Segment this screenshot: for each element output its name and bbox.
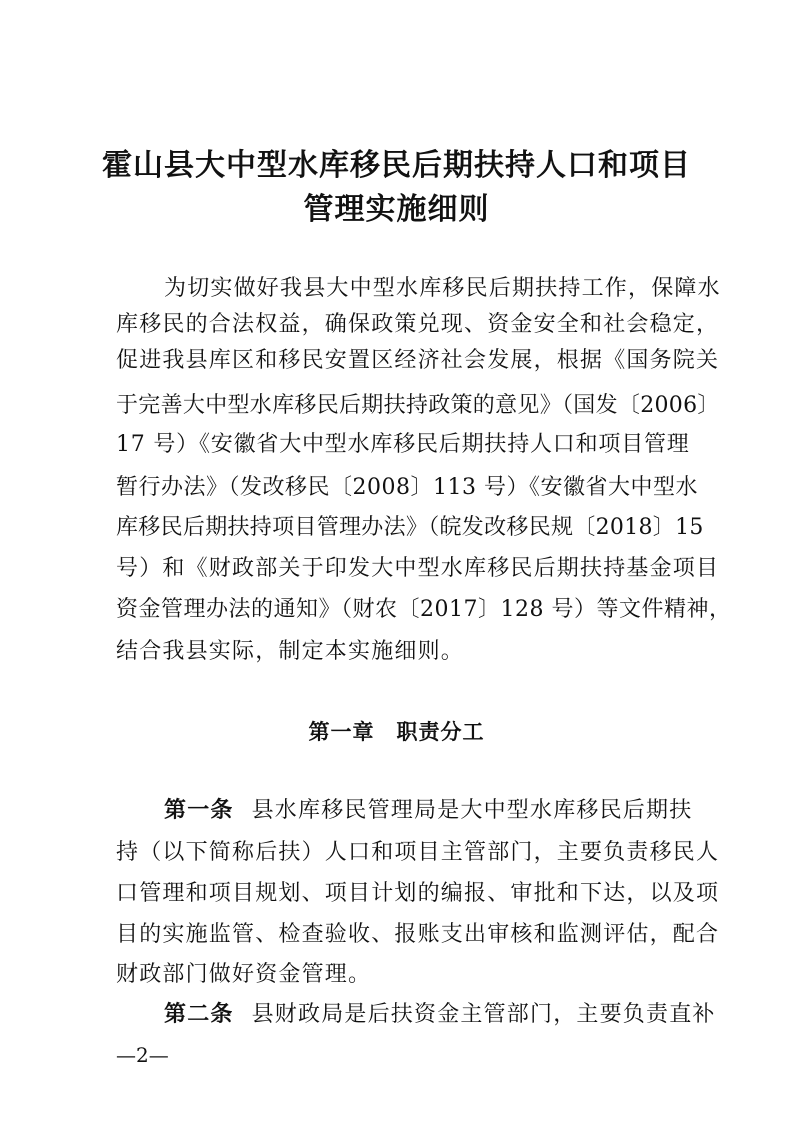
article-2-label: 第二条: [164, 1002, 234, 1027]
article-1-label: 第一条: [164, 798, 234, 823]
page-number: —2—: [116, 1043, 169, 1067]
article-1-line: 持（以下简称后扶）人口和项目主管部门，主要负责移民人: [116, 840, 720, 865]
preamble-line: 促进我县库区和移民安置区经济社会发展，根据《国务院关: [116, 348, 720, 373]
document-title-line-2: 管理实施细则: [303, 192, 490, 227]
article-1-first-line: [164, 796, 696, 826]
article-1-line: 口管理和项目规划、项目计划的编报、审批和下达，以及项: [116, 881, 720, 906]
preamble-line: 库移民的合法权益，确保政策兑现、资金安全和社会稳定，: [116, 312, 720, 337]
preamble-line: 号）和《财政部关于印发大中型水库移民后期扶持基金项目: [116, 556, 720, 581]
article-1-line: 财政部门做好资金管理。: [116, 962, 372, 987]
chapter-heading: 第一章 职责分工: [308, 720, 485, 744]
article-1-text: 县水库移民管理局是大中型水库移民后期扶: [251, 798, 693, 823]
preamble-line: 为切实做好我县大中型水库移民后期扶持工作，保障水: [164, 276, 721, 301]
document-title-line-1: 霍山县大中型水库移民后期扶持人口和项目: [102, 148, 691, 183]
preamble-line: 结合我县实际，制定本实施细则。: [116, 639, 465, 664]
preamble-line: 资金管理办法的通知》（财农〔2017〕128 号）等文件精神，: [116, 597, 732, 622]
preamble-line: 17 号）《安徽省大中型水库移民后期扶持人口和项目管理: [116, 432, 690, 457]
article-2-first-line: [164, 1000, 716, 1030]
article-2-text: 县财政局是后扶资金主管部门，主要负责直补: [251, 1002, 716, 1027]
preamble-line: 于完善大中型水库移民后期扶持政策的意见》（国发〔2006〕: [116, 393, 720, 418]
article-1-line: 目的实施监管、检查验收、报账支出审核和监测评估，配合: [116, 922, 720, 947]
preamble-line: 暂行办法》（发改移民〔2008〕113 号）《安徽省大中型水: [116, 475, 698, 500]
preamble-line: 库移民后期扶持项目管理办法》（皖发改移民规〔2018〕15: [116, 515, 704, 540]
